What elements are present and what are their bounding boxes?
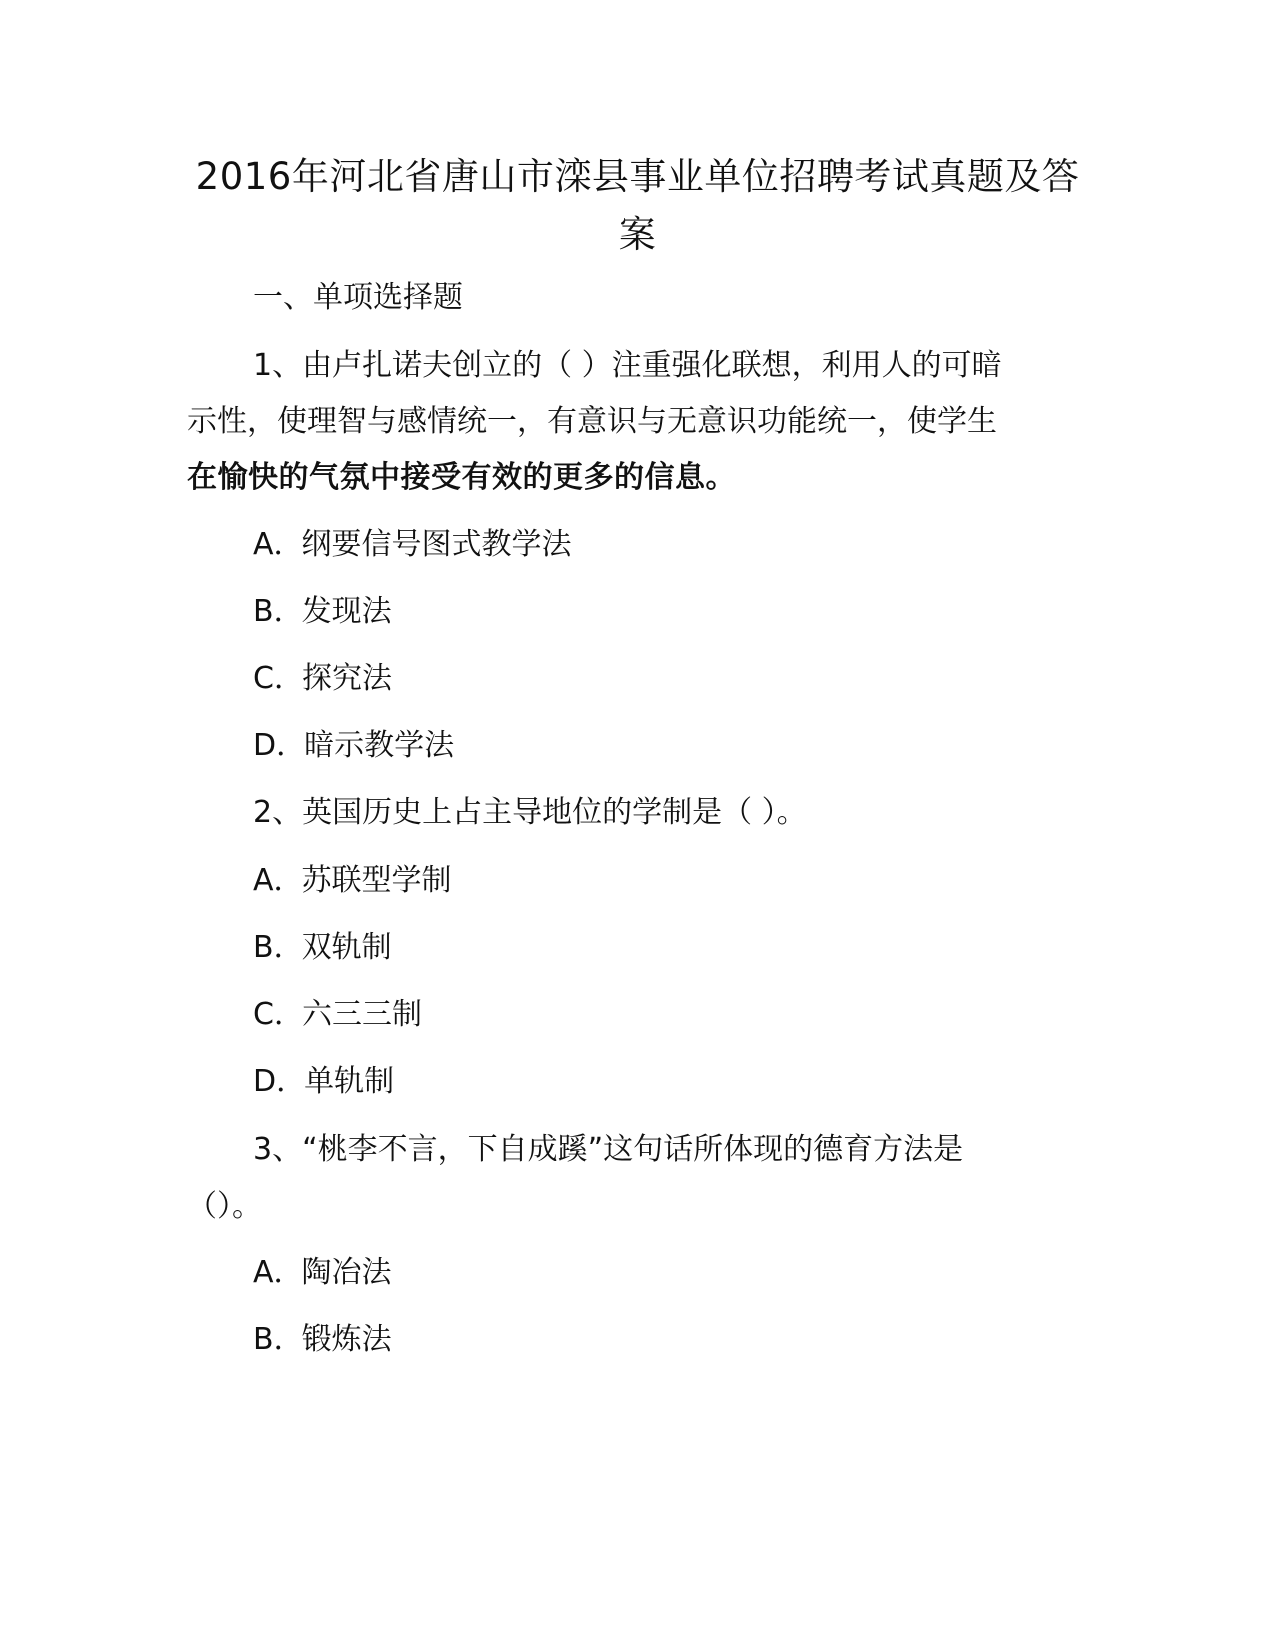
option-text: 六三三制 [301, 997, 422, 1032]
option-letter: A [253, 527, 274, 562]
option-separator: ． [273, 930, 304, 965]
question-1-option-b [253, 592, 392, 632]
document-title: 2016年河北省唐山市滦县事业单位招聘考试真题及答案 [195, 155, 1080, 256]
question-2-option-c [253, 995, 422, 1035]
option-text: 探究法 [301, 661, 392, 696]
option-text: 发现法 [301, 594, 392, 629]
option-letter: B [253, 1322, 274, 1357]
question-3-option-a [253, 1253, 392, 1293]
option-separator: ． [273, 527, 304, 562]
option-text: 锻炼法 [301, 1322, 392, 1357]
question-3-option-b [253, 1320, 392, 1360]
option-separator: ． [273, 1255, 304, 1290]
question-3-line-2: （）。 [187, 1189, 262, 1224]
option-separator: ． [273, 594, 304, 629]
option-separator: ． [276, 728, 307, 763]
question-1-option-c [253, 659, 392, 699]
option-letter: D [253, 728, 277, 763]
question-2-option-b [253, 928, 392, 968]
option-letter: C [253, 997, 274, 1032]
option-text: 单轨制 [304, 1064, 395, 1099]
option-separator: ． [273, 1322, 304, 1357]
option-text: 暗示教学法 [304, 728, 455, 763]
question-1-option-d [253, 726, 454, 766]
question-2-option-a [253, 861, 452, 901]
option-letter: C [253, 661, 274, 696]
option-separator: ． [273, 997, 304, 1032]
option-text: 苏联型学制 [301, 863, 452, 898]
option-text: 陶冶法 [301, 1255, 392, 1290]
question-1-line-1: 1、由卢扎诺夫创立的（ ）注重强化联想，利用人的可暗 [253, 348, 1002, 383]
option-text: 纲要信号图式教学法 [301, 527, 572, 562]
option-letter: D [253, 1064, 277, 1099]
question-1-line-2: 示性，使理智与感情统一，有意识与无意识功能统一，使学生 [187, 404, 997, 439]
option-separator: ． [276, 1064, 307, 1099]
question-3-line-1: 3、“桃李不言，下自成蹊”这句话所体现的德育方法是 [253, 1132, 964, 1167]
option-letter: B [253, 594, 274, 629]
option-separator: ． [273, 661, 304, 696]
question-2-line-1: 2、英国历史上占主导地位的学制是（ ）。 [253, 795, 807, 830]
option-separator: ． [273, 863, 304, 898]
option-text: 双轨制 [301, 930, 392, 965]
question-2-option-d [253, 1062, 394, 1102]
question-1-line-3: 在愉快的气氛中接受有效的更多的信息。 [187, 460, 736, 495]
option-letter: B [253, 930, 274, 965]
section-heading: 一、单项选择题 [253, 280, 463, 315]
option-letter: A [253, 1255, 274, 1290]
option-letter: A [253, 863, 274, 898]
question-1-option-a [253, 525, 572, 565]
